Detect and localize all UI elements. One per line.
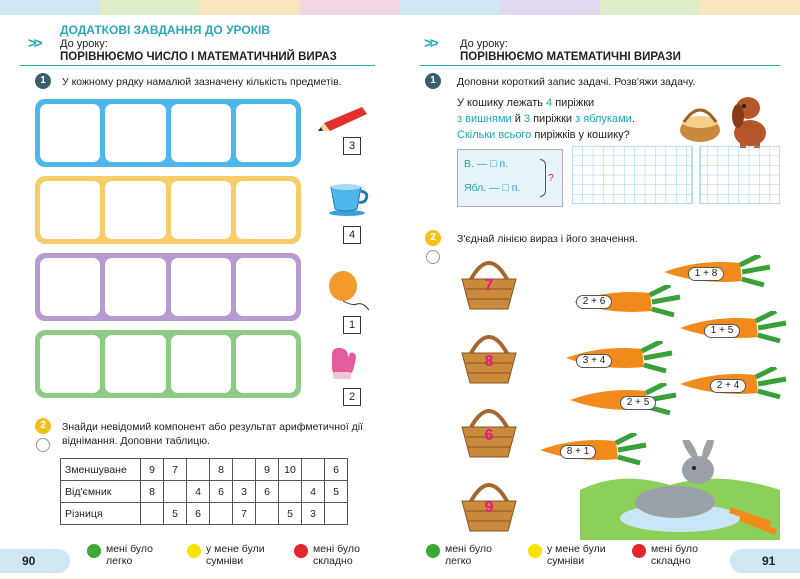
mood-hard-label: мені було складно — [313, 543, 360, 567]
header-divider — [20, 65, 375, 66]
mood-doubt-dot[interactable] — [528, 544, 542, 558]
pencil-icon — [314, 105, 370, 135]
task-number: 2 — [425, 230, 441, 246]
task-number: 1 — [35, 73, 51, 89]
mood-hard-dot[interactable] — [294, 544, 308, 558]
drawing-row[interactable] — [35, 253, 301, 321]
table-row: Зменшуване 9 7 8 9 10 6 — [61, 459, 348, 481]
expression-label[interactable]: 2 + 4 — [710, 379, 746, 393]
expression-label[interactable]: 2 + 5 — [620, 396, 656, 410]
count-box: 1 — [343, 316, 361, 334]
mood-easy-label: мені було легко — [106, 543, 153, 567]
task-text: Доповни короткий запис задачі. Розв'яжи задачу. — [457, 76, 696, 88]
expression-label[interactable]: 1 + 5 — [704, 324, 740, 338]
subtraction-table — [60, 458, 348, 525]
table-row: Від'ємник 8 4 6 3 6 4 5 — [61, 481, 348, 503]
dog-with-basket-illustration — [678, 88, 778, 150]
drawing-row[interactable] — [35, 99, 301, 167]
brace — [540, 159, 546, 197]
header-arrows-icon: >> — [28, 35, 40, 52]
page-number: 91 — [730, 549, 800, 573]
mitten-icon — [326, 345, 366, 385]
checkbox-circle[interactable] — [36, 438, 50, 452]
expression-label[interactable]: 2 + 6 — [576, 295, 612, 309]
table-row: Різниця 5 6 7 5 3 — [61, 503, 348, 525]
header-divider — [420, 65, 780, 66]
checkbox-circle[interactable] — [426, 250, 440, 264]
answer-grid[interactable] — [572, 146, 780, 204]
right-page: >> До уроку: ПОРІВНЮЄМО МАТЕМАТИЧНІ ВИРАЗИ 1 Доповни короткий запис задачі. Розв'яжи задачу. У кошику лежать 4 пиріжки з вишнями й 3 пиріжки з яблуками. Скільки всього пиріжків у кошику? В. — □ п. Ябл. — □ п. ? 2 З'єднай лінією вираз і його значення. 7 8 6 9 1 + 8 2 + 6 1 + 5 3 + 4 2 + 4 2 + 5 8 + 1 91 мені було легко у мене були сумніви мені було складно — [400, 15, 800, 579]
word-problem: У кошику лежать 4 пиріжки з вишнями й 3 пиріжки з яблуками. Скільки всього пиріжків у кошику? — [457, 97, 635, 141]
question-mark: ? — [548, 172, 554, 184]
count-box: 2 — [343, 388, 361, 406]
expression-label[interactable]: 8 + 1 — [560, 445, 596, 459]
rabbit-illustration — [580, 440, 780, 540]
lesson-title: ПОРІВНЮЄМО ЧИСЛО І МАТЕМАТИЧНИЙ ВИРАЗ — [60, 51, 337, 63]
task-text: Знайди невідомий компонент або результат арифметичної дії віднімання. Доповни таблицю. — [62, 421, 364, 447]
lesson-label: До уроку: — [460, 38, 508, 50]
mood-doubt-dot[interactable] — [187, 544, 201, 558]
top-color-bar — [0, 0, 800, 15]
task-text: У кожному рядку намалюй зазначену кількість предметів. — [62, 76, 342, 88]
mood-hard-label: мені було складно — [651, 543, 698, 567]
expression-label[interactable]: 1 + 8 — [688, 267, 724, 281]
drawing-row[interactable] — [35, 176, 301, 244]
count-box: 4 — [343, 226, 361, 244]
mood-easy-label: мені було легко — [445, 543, 492, 567]
count-box: 3 — [343, 137, 361, 155]
page-number: 90 — [0, 549, 70, 573]
task-text: З'єднай лінією вираз і його значення. — [457, 233, 638, 245]
mood-doubt-label: у мене були сумніви — [206, 543, 265, 567]
short-note-apples[interactable]: Ябл. — □ п. — [464, 182, 521, 194]
balloon-icon — [327, 270, 377, 312]
lesson-title: ПОРІВНЮЄМО МАТЕМАТИЧНІ ВИРАЗИ — [460, 51, 681, 63]
task-number: 1 — [425, 73, 441, 89]
mood-hard-dot[interactable] — [632, 544, 646, 558]
lesson-label: До уроку: — [60, 38, 108, 50]
mood-easy-dot[interactable] — [87, 544, 101, 558]
cup-icon — [327, 181, 373, 217]
mood-doubt-label: у мене були сумніви — [547, 543, 606, 567]
header-arrows-icon: >> — [424, 35, 436, 52]
expression-label[interactable]: 3 + 4 — [576, 354, 612, 368]
short-note-cherries[interactable]: В. — □ п. — [464, 158, 509, 170]
left-page — [0, 15, 400, 579]
drawing-row[interactable] — [35, 330, 301, 398]
task-number: 2 — [35, 418, 51, 434]
section-title: ДОДАТКОВІ ЗАВДАННЯ ДО УРОКІВ — [60, 23, 271, 37]
mood-easy-dot[interactable] — [426, 544, 440, 558]
